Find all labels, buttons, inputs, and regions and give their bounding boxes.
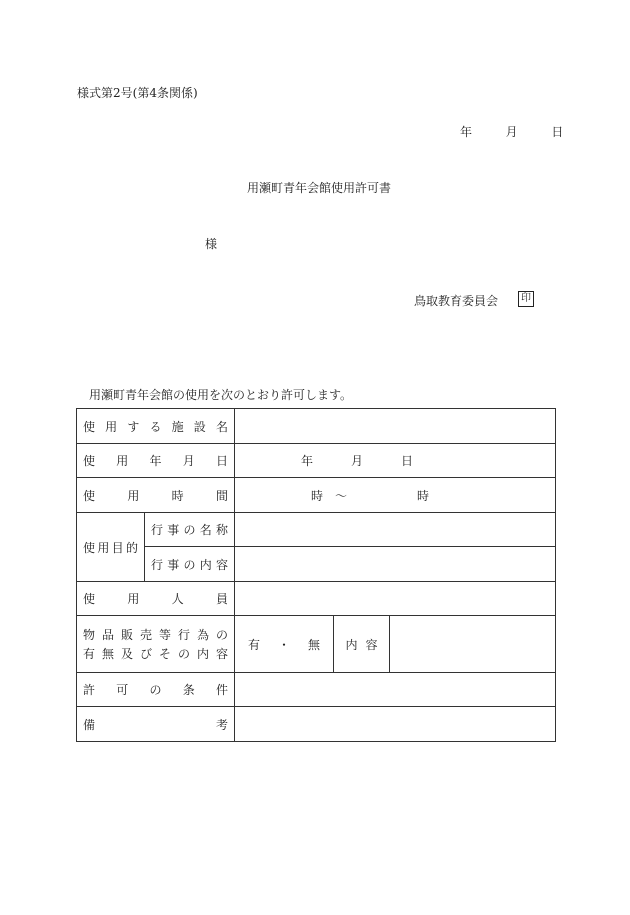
sales-label-cell <box>77 616 235 673</box>
date-year-label: 年 <box>460 125 473 139</box>
intro-text: 用瀬町青年会館の使用を次のとおり許可します。 <box>89 388 353 402</box>
purpose-label: 使 用 目 的 <box>83 540 138 555</box>
sales-content-label-cell <box>334 616 390 673</box>
row-facility <box>77 409 556 444</box>
people-value-cell[interactable] <box>235 582 556 616</box>
time-label: 使 用 時 間 <box>83 488 228 503</box>
row-date <box>77 444 556 478</box>
date-label: 使 用 年 月 日 <box>83 454 229 468</box>
permit-table <box>76 408 556 742</box>
date-label-cell <box>77 444 235 478</box>
people-label: 使 用 人 員 <box>83 592 228 606</box>
sales-label-line2: 有 無 及 び そ の 内 容 <box>83 647 229 661</box>
row-purpose-name <box>77 513 556 547</box>
people-label-cell <box>77 582 235 616</box>
sales-content-label: 内容 <box>345 637 386 652</box>
time-from-label: 時 <box>311 488 324 503</box>
sales-no[interactable]: 無 <box>308 637 321 652</box>
issue-date <box>460 123 563 140</box>
event-name-label-cell <box>145 513 235 547</box>
facility-value-cell[interactable] <box>235 409 556 444</box>
remarks-label-cell <box>77 707 235 742</box>
sales-yes[interactable]: 有 <box>247 637 260 652</box>
row-time <box>77 478 556 513</box>
event-content-value-cell[interactable] <box>235 547 556 582</box>
seal-mark: 印 <box>518 291 534 307</box>
date-month-label: 月 <box>505 125 518 139</box>
use-date-month: 月 <box>351 454 364 468</box>
row-sales <box>77 616 556 673</box>
use-date-day: 日 <box>401 454 414 468</box>
time-to-label: 時 <box>417 488 430 503</box>
conditions-label-cell <box>77 673 235 707</box>
remarks-label: 備 考 <box>83 717 229 732</box>
event-content-label: 行 事 の 内 容 <box>151 557 229 572</box>
issuer-name: 鳥取教育委員会 <box>414 294 499 308</box>
document-title: 用瀬町青年会館使用許可書 <box>246 181 391 195</box>
conditions-value-cell[interactable] <box>235 673 556 707</box>
sales-separator: ・ <box>278 637 291 652</box>
purpose-label-cell <box>77 513 145 582</box>
sales-yes-no-cell[interactable] <box>235 616 334 673</box>
time-label-cell <box>77 478 235 513</box>
event-name-value-cell[interactable] <box>235 513 556 547</box>
event-content-label-cell <box>145 547 235 582</box>
remarks-value-cell[interactable] <box>235 707 556 742</box>
time-value-cell[interactable] <box>235 478 556 513</box>
row-conditions <box>77 673 556 707</box>
row-remarks <box>77 707 556 742</box>
row-purpose-content <box>77 547 556 582</box>
row-people <box>77 582 556 616</box>
date-value-cell[interactable] <box>235 444 556 478</box>
sales-content-value-cell[interactable] <box>390 616 556 673</box>
use-date-year: 年 <box>301 454 314 468</box>
time-tilde: ～ <box>335 488 348 503</box>
facility-label: 使 用 す る 施 設 名 <box>83 419 228 434</box>
sales-label-line1: 物 品 販 売 等 行 為 の <box>83 628 229 642</box>
addressee-suffix: 様 <box>205 237 218 251</box>
facility-label-cell <box>77 409 235 444</box>
form-number: 様式第2号(第4条関係) <box>77 86 198 100</box>
date-day-label: 日 <box>551 125 564 139</box>
event-name-label: 行 事 の 名 称 <box>151 523 229 537</box>
conditions-label: 許 可 の 条 件 <box>83 683 229 697</box>
